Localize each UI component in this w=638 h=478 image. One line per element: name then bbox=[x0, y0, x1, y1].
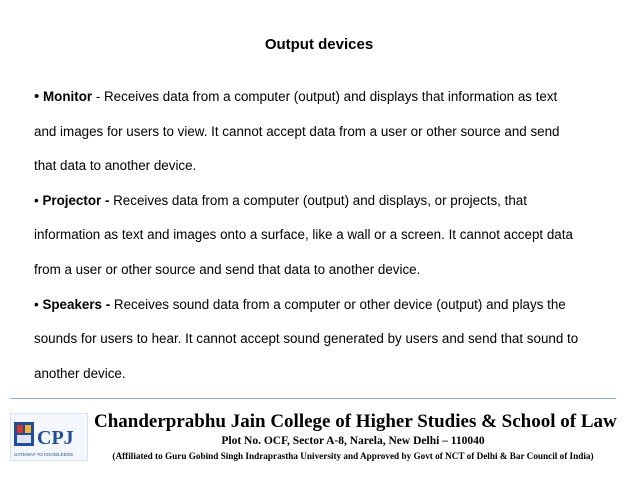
speakers-description: Receives sound data from a computer or other device (output) and plays the bbox=[113, 296, 566, 312]
slide-title: Output devices bbox=[264, 36, 374, 53]
speakers-paragraph bbox=[34, 288, 614, 323]
college-logo bbox=[10, 413, 88, 461]
text-line: that data to another device. bbox=[34, 158, 197, 174]
text-line: and images for users to view. It cannot accept data from a user or other source and send bbox=[34, 123, 560, 139]
bullet-icon: • bbox=[34, 192, 39, 208]
bullet-icon: • bbox=[34, 88, 40, 105]
term-separator: - bbox=[92, 89, 104, 104]
term-projector: Projector - bbox=[42, 192, 110, 208]
term-monitor: Monitor bbox=[43, 89, 93, 104]
bullet-icon: • bbox=[34, 296, 39, 312]
footer-divider bbox=[10, 398, 616, 399]
projector-paragraph bbox=[34, 184, 614, 219]
college-affiliation: (Affiliated to Guru Gobind Singh Indraprastha University and Approved by Govt of NCT of Delhi & Bar Council of India) bbox=[112, 451, 594, 461]
slide-content bbox=[34, 80, 614, 391]
college-name: Chanderprabhu Jain College of Higher Studies & School of Law bbox=[94, 411, 617, 432]
term-speakers: Speakers - bbox=[42, 296, 111, 312]
text-line: information as text and images onto a surface, like a wall or a screen. It cannot accept data bbox=[34, 227, 573, 243]
logo-text: CPJ bbox=[37, 427, 74, 449]
college-address: Plot No. OCF, Sector A-8, Narela, New Delhi – 110040 bbox=[221, 435, 485, 447]
projector-description: Receives data from a computer (output) and displays, or projects, that bbox=[113, 192, 527, 208]
text-line: sounds for users to hear. It cannot accept sound generated by users and send that sound to bbox=[34, 331, 579, 347]
text-line: another device. bbox=[34, 365, 126, 381]
text-line: from a user or other source and send that data to another device. bbox=[34, 261, 421, 277]
monitor-paragraph bbox=[34, 80, 614, 115]
monitor-description: Receives data from a computer (output) and displays that information as text bbox=[104, 89, 558, 104]
logo-tagline: GATEWAY TO KNOWLEDGE bbox=[14, 452, 74, 457]
